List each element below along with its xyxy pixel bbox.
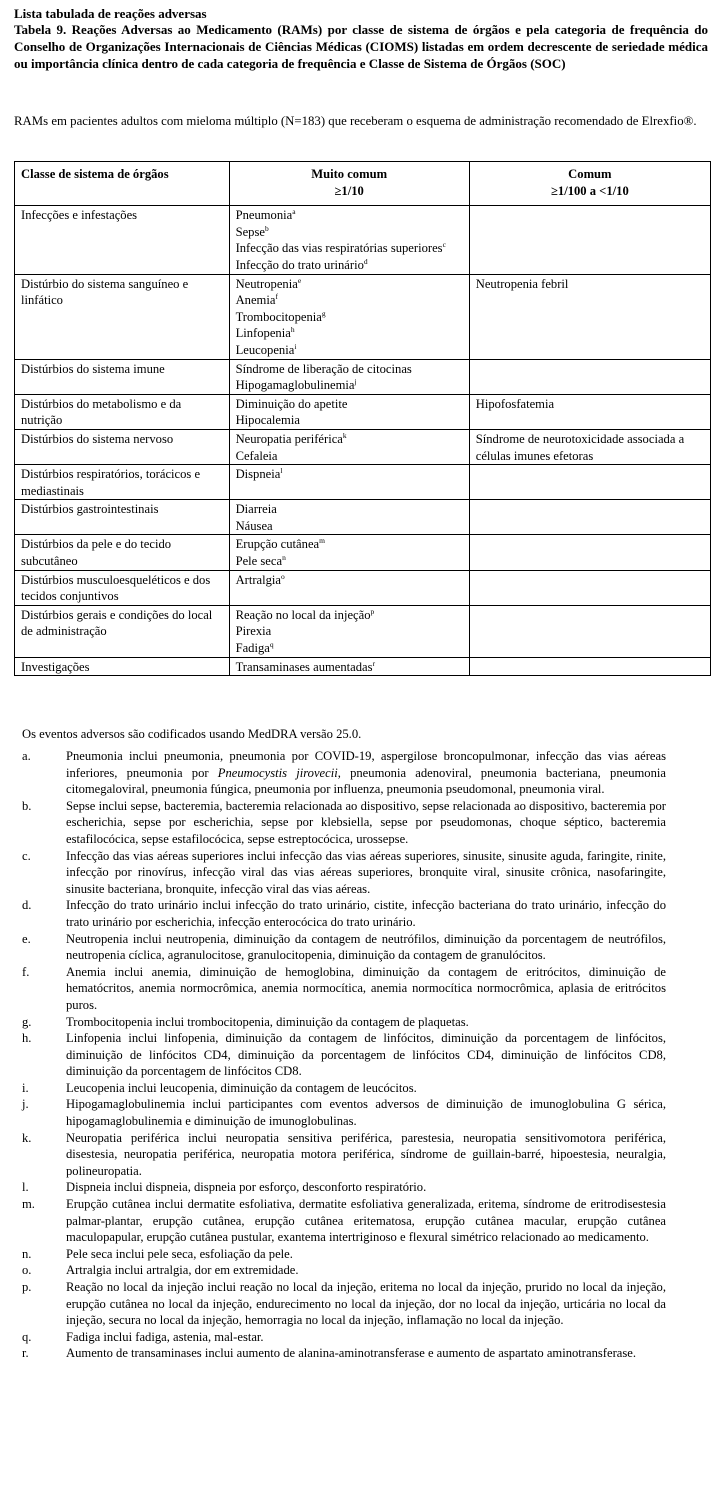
- very-common-cell: [229, 605, 469, 657]
- soc-cell: Distúrbios do sistema imune: [15, 359, 230, 394]
- common-cell: [469, 206, 710, 274]
- very-common-cell: [229, 570, 469, 605]
- footnote-text: Sepse inclui sepse, bacteremia, bacteremia relacionada ao dispositivo, sepse relacionada ao dispositivo, bacteremia por escherichia, sepse por escherichia, sepse por klebsiella, sepse por pseudomonas, choque séptico, bacteremia estafilocócica, sepse estafilocócica, sepse estreptocócica, urossepse.: [66, 798, 666, 846]
- footnote-letter: f.: [22, 964, 30, 979]
- footnote-letter: m.: [22, 1197, 35, 1212]
- table-row: [15, 570, 711, 605]
- adverse-reaction-term: Hipogamaglobulinemia$^j$: [235, 376, 357, 393]
- table-row: [15, 274, 711, 359]
- footnote-text: Neuropatia periférica inclui neuropatia sensitiva periférica, parestesia, neuropatia sensitivomotora periférica, disestesia, neuropatia periférica, neuropatia motora periférica, síndrome de guillain-barré, hipoestesia, neuralgia, polineuropatia.: [66, 1130, 666, 1178]
- very-common-cell: [229, 465, 469, 500]
- soc-cell: Distúrbios gastrointestinais: [15, 500, 230, 535]
- footnote-text: Dispneia inclui dispneia, dispneia por esforço, desconforto respiratório.: [66, 1180, 427, 1195]
- header-common: Comum ≥1/100 a <1/10: [469, 162, 710, 206]
- adverse-reaction-term: Linfopenia$^h$: [235, 325, 295, 341]
- very-common-cell: [229, 500, 469, 535]
- footnote-marker: q: [269, 639, 274, 649]
- adverse-reaction-term: Transaminases aumentadas$^r$: [235, 658, 376, 674]
- footnote-letter: k.: [22, 1130, 32, 1145]
- very-common-cell: [229, 359, 469, 394]
- footnote-marker: p: [370, 606, 375, 616]
- footnotes-list: [22, 748, 666, 1362]
- table-row: [15, 657, 711, 676]
- table-row: [15, 394, 711, 429]
- common-cell: [469, 465, 710, 500]
- soc-cell: Distúrbios da pele e do tecido subcutâneo: [15, 535, 230, 570]
- adverse-reaction-term: Leucopenia$^i$: [235, 341, 297, 357]
- footnote-letter: b.: [22, 798, 32, 813]
- footnote-marker: l: [280, 465, 283, 475]
- footnote-text: Artralgia inclui artralgia, dor em extremidade.: [66, 1263, 299, 1278]
- table-row: [15, 429, 711, 464]
- adverse-reaction-term: Erupção cutânea$^m$: [235, 536, 325, 552]
- table-row: [15, 605, 711, 657]
- adverse-reaction-term: Neutropenia febril: [475, 276, 569, 291]
- footnote-letter: a.: [22, 749, 31, 763]
- table-row: [15, 206, 711, 274]
- soc-cell: Infecções e infestações: [15, 206, 230, 274]
- table-row: [15, 359, 711, 394]
- adverse-reaction-term: Trombocitopenia$^g$: [235, 308, 326, 324]
- footnote-letter: l.: [22, 1180, 29, 1195]
- table-caption: Tabela 9. Reações Adversas ao Medicamento (RAMs) por classe de sistema de órgãos e pela categoria de frequência do Conselho de Organizações Internacionais de Ciências Médicas (CIOMS) listadas em ordem decrescente de seriedade médica ou importância clínica dentro de cada categoria de frequência e Classe de Sistema de Órgãos (SOC): [14, 22, 708, 71]
- adverse-reaction-term: Síndrome de liberação de citocinas: [235, 361, 412, 376]
- footnote-marker: g: [321, 308, 326, 318]
- very-common-cell: [229, 274, 469, 359]
- adverse-reaction-term: Reação no local da injeção$^p$: [235, 606, 375, 622]
- adverse-reaction-term: Diminuição do apetite: [235, 396, 348, 411]
- soc-cell: Distúrbios do sistema nervoso: [15, 429, 230, 464]
- footnote: [22, 1246, 666, 1263]
- footnote-text: Pneumonia inclui pneumonia, pneumonia por COVID-19, aspergilose broncopulmonar, infecção das vias aéreas inferiores, pneumonia por Pneumocystis jirovecii, pneumonia adenoviral, pneumonia bacteriana, pneumonia citomegaloviral, pneumonia fúngica, pneumonia por influenza, pneumonia pseudomonal, pneumonia viral.: [66, 749, 666, 797]
- footnote-marker: b: [264, 223, 269, 233]
- table-header-row: [15, 162, 711, 206]
- footnote-text: Leucopenia inclui leucopenia, diminuição da contagem de leucócitos.: [66, 1080, 417, 1095]
- footnote-text: Hipogamaglobulinemia inclui participantes com eventos adversos de diminuição de imunoglobulina G sérica, hipogamaglobulinemia e diminuição de imunoglobulinas.: [66, 1097, 666, 1129]
- footnote-marker: h: [290, 325, 295, 335]
- intro-paragraph: RAMs em pacientes adultos com mieloma múltiplo (N=183) que receberam o esquema de administração recomendado de Elrexfio®.: [14, 114, 697, 128]
- footnote-text: Reação no local da injeção inclui reação no local da injeção, eritema no local da injeção, prurido no local da injeção, erupção cutânea no local da injeção, endurecimento no local da injeção, dor no local da injeção, urticária no local da injeção, secura no local da injeção, hemorragia no local da injeção, inflamação no local da injeção.: [66, 1280, 666, 1328]
- footnote-text: Pele seca inclui pele seca, esfoliação da pele.: [66, 1246, 293, 1261]
- footnote-marker: o: [281, 571, 285, 581]
- common-cell: [469, 657, 710, 676]
- common-cell: [469, 429, 710, 464]
- footnote-marker: e: [297, 275, 302, 285]
- footnote-marker: k: [342, 430, 347, 440]
- footnote-text: Neutropenia inclui neutropenia, diminuição da contagem de neutrófilos, diminuição da porcentagem de neutrófilos, neutropenia cíclica, agranulocitose, granulocitopenia, diminuição da contagem de granulócitos.: [66, 931, 666, 963]
- adverse-reaction-term: Anemia$^f$: [235, 291, 278, 308]
- adverse-reaction-term: Artralgia$^o$: [235, 571, 285, 587]
- footnote-letter: o.: [22, 1263, 32, 1278]
- very-common-cell: [229, 394, 469, 429]
- footnote-marker: c: [442, 240, 446, 250]
- footnote: [22, 1196, 666, 1246]
- footnote-letter: i.: [22, 1080, 29, 1095]
- table-row: [15, 465, 711, 500]
- adverse-reaction-term: Diarreia: [235, 502, 277, 517]
- adverse-reaction-term: Neuropatia periférica$^k$: [235, 430, 347, 446]
- footnote: [22, 1179, 666, 1196]
- footnote-text: Anemia inclui anemia, diminuição de hemoglobina, diminuição da contagem de eritrócitos, diminuição de hematócritos, anemia normocrômica, anemia normocítica, anemia normocítica normocrômica, aplasia de eritrócitos puros.: [66, 964, 666, 1012]
- very-common-cell: [229, 535, 469, 570]
- common-cell: [469, 605, 710, 657]
- adverse-reaction-term: Pirexia: [235, 624, 272, 639]
- adverse-reaction-term: Cefaleia: [235, 448, 278, 463]
- footnote: [22, 1014, 666, 1031]
- footnote-marker: j: [354, 376, 357, 386]
- very-common-cell: [229, 206, 469, 274]
- adverse-reaction-term: Sepse$^b$: [235, 223, 269, 239]
- adverse-reaction-term: Síndrome de neurotoxicidade associada a células imunes efetoras: [475, 431, 685, 463]
- adverse-reaction-term: Pneumonia$^a$: [235, 207, 296, 223]
- footnote: [22, 1279, 666, 1329]
- footnote: [22, 1345, 666, 1362]
- footnote: [22, 848, 666, 898]
- soc-cell: Distúrbios gerais e condições do local de administração: [15, 605, 230, 657]
- footnote-text: Linfopenia inclui linfopenia, diminuição da contagem de linfócitos, diminuição da porcentagem de linfócitos, diminuição de linfócitos CD4, diminuição da porcentagem de linfócitos CD4, diminuição de linfócitos CD8, diminuição da porcentagem de linfócitos CD8.: [66, 1031, 666, 1079]
- footnote-text: Infecção das vias aéreas superiores inclui infecção das vias aéreas superiores, sinusite, sinusite aguda, faringite, rinite, infecção por rinovírus, infecção viral das vias aéreas superiores, bronquite viral, sinusite crônica, nasofaringite, sinusite bacteriana, bronquite, infecção viral das vias aéreas.: [66, 848, 666, 896]
- common-cell: [469, 359, 710, 394]
- common-cell: [469, 570, 710, 605]
- footnote-letter: q.: [22, 1329, 32, 1344]
- adverse-reaction-term: Náusea: [235, 518, 273, 533]
- very-common-cell: [229, 657, 469, 676]
- footnote-marker: r: [372, 658, 376, 668]
- footnote-marker: a: [292, 207, 296, 216]
- soc-cell: Investigações: [15, 657, 230, 676]
- footnote: [22, 897, 666, 930]
- footnote-letter: c.: [22, 848, 31, 863]
- footnote-text: Infecção do trato urinário inclui infecção do trato urinário, cistite, infecção bacteriana do trato urinário, infecção do trato urinário por escherichia, infecção enterocócica do trato urinário.: [66, 898, 666, 929]
- header-very-common: Muito comum ≥1/10: [229, 162, 469, 206]
- adverse-reaction-term: Infecção das vias respiratórias superiores$^c$: [235, 240, 446, 256]
- adverse-reaction-term: Pele seca$^n$: [235, 552, 286, 569]
- adverse-reaction-term: Hipocalemia: [235, 413, 300, 428]
- footnote-letter: n.: [22, 1246, 32, 1261]
- footnote-marker: f: [275, 291, 278, 301]
- footnote: [22, 748, 666, 798]
- adverse-reaction-term: Hipofosfatemia: [475, 396, 555, 411]
- table-row: [15, 535, 711, 570]
- footnote-letter: p.: [22, 1280, 32, 1294]
- soc-cell: Distúrbios do metabolismo e da nutrição: [15, 394, 230, 429]
- footnote-letter: j.: [22, 1097, 29, 1112]
- footnote: [22, 1329, 666, 1346]
- soc-cell: Distúrbio do sistema sanguíneo e linfático: [15, 274, 230, 359]
- table-body: [15, 206, 711, 676]
- meddra-note: Os eventos adversos são codificados usando MedDRA versão 25.0.: [22, 727, 362, 741]
- very-common-cell: [229, 429, 469, 464]
- soc-cell: Distúrbios musculoesqueléticos e dos tecidos conjuntivos: [15, 570, 230, 605]
- footnote-letter: d.: [22, 898, 32, 913]
- footnote-text: Trombocitopenia inclui trombocitopenia, diminuição da contagem de plaquetas.: [66, 1014, 469, 1029]
- footnote-text: Aumento de transaminases inclui aumento de alanina-aminotransferase e aumento de aspartato aminotransferase.: [66, 1346, 636, 1361]
- footnote: [22, 1080, 666, 1097]
- footnote-text: Fadiga inclui fadiga, astenia, mal-estar.: [66, 1329, 264, 1344]
- soc-cell: Distúrbios respiratórios, torácicos e mediastinais: [15, 465, 230, 500]
- footnote: [22, 931, 666, 964]
- footnote: [22, 964, 666, 1014]
- table-row: [15, 500, 711, 535]
- footnote-letter: g.: [22, 1014, 32, 1029]
- footnote: [22, 1262, 666, 1279]
- header-soc: Classe de sistema de órgãos: [15, 162, 230, 206]
- footnote-marker: d: [363, 256, 368, 266]
- adverse-reaction-term: Neutropenia$^e$: [235, 275, 302, 291]
- adverse-reaction-term: Infecção do trato urinário$^d$: [235, 256, 368, 272]
- footnote-italic-term: Pneumocystis jirovecii: [217, 765, 338, 780]
- common-cell: [469, 394, 710, 429]
- footnote: [22, 1130, 666, 1180]
- footnote-marker: m: [319, 536, 325, 546]
- footnote-text: Erupção cutânea inclui dermatite esfoliativa, dermatite esfoliativa generalizada, eritema, síndrome de eritrodisestesia palmar-plantar, erupção cutânea, erupção cutânea eritematosa, erupção cutânea macular, erupção cutânea maculopapular, erupção cutânea pustular, exantema intertriginoso e flexural simétrico relacionado ao medicamento.: [66, 1197, 666, 1245]
- footnote-letter: h.: [22, 1031, 32, 1046]
- footnote: [22, 1096, 666, 1129]
- section-heading: Lista tabulada de reações adversas: [14, 6, 207, 21]
- common-cell: [469, 500, 710, 535]
- footnote: [22, 798, 666, 848]
- footnote-marker: i: [294, 341, 297, 351]
- footnote-letter: r.: [22, 1346, 29, 1361]
- common-cell: [469, 535, 710, 570]
- adverse-reactions-table: [14, 161, 711, 676]
- common-cell: [469, 274, 710, 359]
- footnote: [22, 1030, 666, 1080]
- footnote-marker: n: [282, 552, 286, 562]
- adverse-reaction-term: Fadiga$^q$: [235, 639, 274, 656]
- adverse-reaction-term: Dispneia$^l$: [235, 465, 283, 482]
- footnote-letter: e.: [22, 931, 31, 946]
